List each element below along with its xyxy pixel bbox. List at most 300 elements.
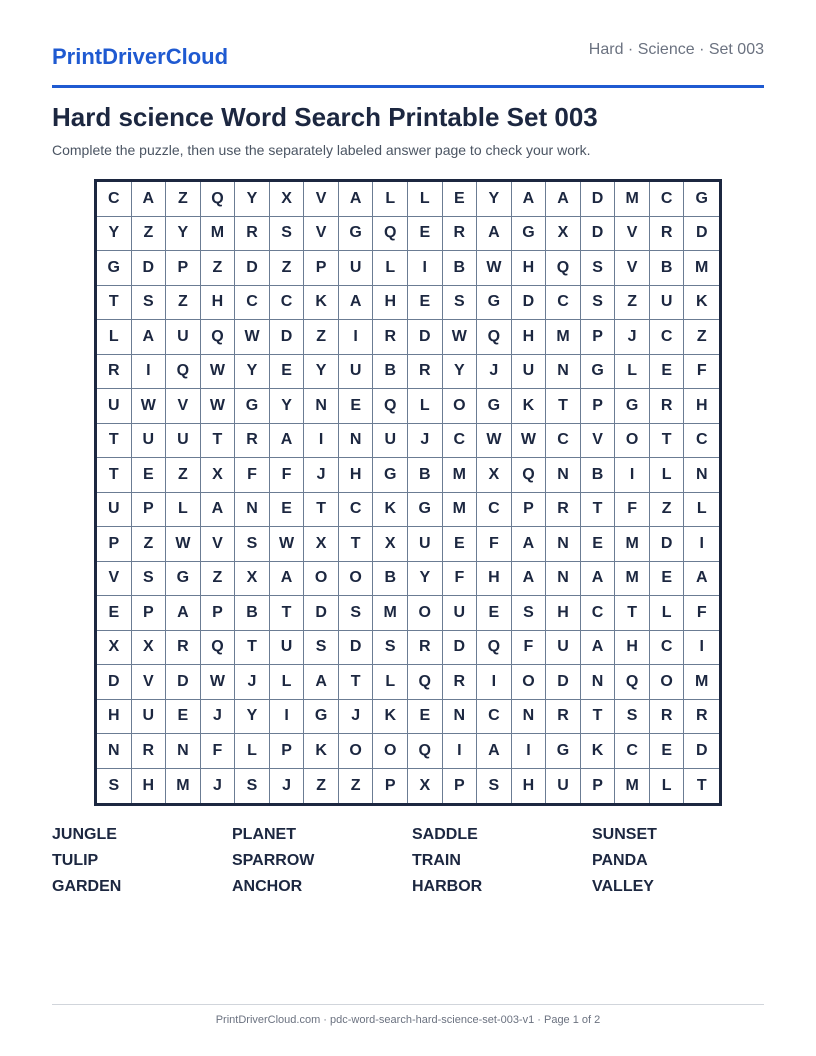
grid-cell[interactable]: J: [615, 320, 650, 355]
grid-cell[interactable]: C: [339, 493, 374, 528]
grid-cell[interactable]: L: [373, 665, 408, 700]
grid-cell[interactable]: D: [166, 665, 201, 700]
grid-cell[interactable]: R: [650, 389, 685, 424]
grid-cell[interactable]: A: [201, 493, 236, 528]
grid-cell[interactable]: D: [581, 182, 616, 217]
grid-cell[interactable]: U: [132, 424, 167, 459]
grid-cell[interactable]: P: [581, 320, 616, 355]
grid-cell[interactable]: X: [304, 527, 339, 562]
grid-cell[interactable]: S: [615, 700, 650, 735]
grid-cell[interactable]: U: [650, 286, 685, 321]
grid-cell[interactable]: N: [166, 734, 201, 769]
grid-cell[interactable]: K: [373, 493, 408, 528]
grid-cell[interactable]: I: [339, 320, 374, 355]
grid-cell[interactable]: P: [97, 527, 132, 562]
grid-cell[interactable]: A: [270, 562, 305, 597]
grid-cell[interactable]: P: [201, 596, 236, 631]
grid-cell[interactable]: Z: [132, 527, 167, 562]
grid-cell[interactable]: S: [477, 769, 512, 804]
grid-cell[interactable]: H: [477, 562, 512, 597]
grid-cell[interactable]: Z: [201, 251, 236, 286]
grid-cell[interactable]: M: [166, 769, 201, 804]
grid-cell[interactable]: F: [684, 355, 719, 390]
grid-cell[interactable]: L: [650, 596, 685, 631]
grid-cell[interactable]: Q: [201, 182, 236, 217]
grid-cell[interactable]: P: [443, 769, 478, 804]
grid-cell[interactable]: S: [339, 596, 374, 631]
grid-cell[interactable]: U: [97, 493, 132, 528]
grid-cell[interactable]: I: [132, 355, 167, 390]
grid-cell[interactable]: D: [132, 251, 167, 286]
grid-cell[interactable]: J: [201, 769, 236, 804]
grid-cell[interactable]: D: [650, 527, 685, 562]
grid-cell[interactable]: V: [615, 251, 650, 286]
grid-cell[interactable]: U: [546, 631, 581, 666]
grid-cell[interactable]: T: [615, 596, 650, 631]
grid-cell[interactable]: A: [339, 182, 374, 217]
grid-cell[interactable]: W: [201, 355, 236, 390]
grid-cell[interactable]: S: [235, 527, 270, 562]
grid-cell[interactable]: T: [270, 596, 305, 631]
grid-cell[interactable]: S: [270, 217, 305, 252]
grid-cell[interactable]: B: [235, 596, 270, 631]
grid-cell[interactable]: Q: [408, 734, 443, 769]
grid-cell[interactable]: E: [166, 700, 201, 735]
grid-cell[interactable]: R: [97, 355, 132, 390]
grid-cell[interactable]: L: [684, 493, 719, 528]
grid-cell[interactable]: A: [512, 182, 547, 217]
grid-cell[interactable]: X: [408, 769, 443, 804]
grid-cell[interactable]: U: [166, 320, 201, 355]
grid-cell[interactable]: H: [512, 251, 547, 286]
grid-cell[interactable]: F: [201, 734, 236, 769]
grid-cell[interactable]: K: [581, 734, 616, 769]
grid-cell[interactable]: S: [373, 631, 408, 666]
grid-cell[interactable]: R: [235, 424, 270, 459]
grid-cell[interactable]: E: [581, 527, 616, 562]
grid-cell[interactable]: C: [650, 320, 685, 355]
grid-cell[interactable]: H: [132, 769, 167, 804]
grid-cell[interactable]: T: [304, 493, 339, 528]
grid-cell[interactable]: Z: [132, 217, 167, 252]
grid-cell[interactable]: D: [581, 217, 616, 252]
grid-cell[interactable]: F: [615, 493, 650, 528]
grid-cell[interactable]: W: [132, 389, 167, 424]
grid-cell[interactable]: I: [304, 424, 339, 459]
grid-cell[interactable]: Y: [408, 562, 443, 597]
grid-cell[interactable]: U: [408, 527, 443, 562]
grid-cell[interactable]: D: [408, 320, 443, 355]
grid-cell[interactable]: Y: [477, 182, 512, 217]
grid-cell[interactable]: R: [546, 493, 581, 528]
grid-cell[interactable]: S: [132, 562, 167, 597]
grid-cell[interactable]: I: [615, 458, 650, 493]
grid-cell[interactable]: I: [684, 527, 719, 562]
grid-cell[interactable]: Y: [443, 355, 478, 390]
grid-cell[interactable]: F: [235, 458, 270, 493]
grid-cell[interactable]: N: [443, 700, 478, 735]
grid-cell[interactable]: X: [373, 527, 408, 562]
grid-cell[interactable]: P: [304, 251, 339, 286]
grid-cell[interactable]: W: [270, 527, 305, 562]
grid-cell[interactable]: U: [166, 424, 201, 459]
grid-cell[interactable]: F: [477, 527, 512, 562]
grid-cell[interactable]: W: [201, 665, 236, 700]
grid-cell[interactable]: L: [235, 734, 270, 769]
grid-cell[interactable]: L: [408, 389, 443, 424]
grid-cell[interactable]: G: [477, 389, 512, 424]
grid-cell[interactable]: E: [97, 596, 132, 631]
grid-cell[interactable]: L: [373, 182, 408, 217]
grid-cell[interactable]: K: [512, 389, 547, 424]
grid-cell[interactable]: X: [132, 631, 167, 666]
grid-cell[interactable]: M: [615, 182, 650, 217]
grid-cell[interactable]: T: [235, 631, 270, 666]
grid-cell[interactable]: Q: [373, 389, 408, 424]
grid-cell[interactable]: C: [97, 182, 132, 217]
grid-cell[interactable]: C: [581, 596, 616, 631]
grid-cell[interactable]: L: [408, 182, 443, 217]
grid-cell[interactable]: X: [270, 182, 305, 217]
grid-cell[interactable]: C: [684, 424, 719, 459]
grid-cell[interactable]: B: [650, 251, 685, 286]
grid-cell[interactable]: R: [684, 700, 719, 735]
grid-cell[interactable]: Q: [166, 355, 201, 390]
grid-cell[interactable]: C: [235, 286, 270, 321]
grid-cell[interactable]: L: [650, 769, 685, 804]
grid-cell[interactable]: B: [443, 251, 478, 286]
grid-cell[interactable]: T: [581, 700, 616, 735]
grid-cell[interactable]: V: [166, 389, 201, 424]
grid-cell[interactable]: D: [304, 596, 339, 631]
grid-cell[interactable]: N: [684, 458, 719, 493]
grid-cell[interactable]: N: [235, 493, 270, 528]
grid-cell[interactable]: X: [97, 631, 132, 666]
grid-cell[interactable]: C: [270, 286, 305, 321]
grid-cell[interactable]: U: [97, 389, 132, 424]
grid-cell[interactable]: X: [201, 458, 236, 493]
grid-cell[interactable]: T: [650, 424, 685, 459]
grid-cell[interactable]: E: [132, 458, 167, 493]
grid-cell[interactable]: N: [512, 700, 547, 735]
grid-cell[interactable]: P: [270, 734, 305, 769]
grid-cell[interactable]: C: [650, 631, 685, 666]
grid-cell[interactable]: I: [443, 734, 478, 769]
grid-cell[interactable]: Y: [166, 217, 201, 252]
grid-cell[interactable]: O: [339, 562, 374, 597]
grid-cell[interactable]: R: [443, 665, 478, 700]
grid-cell[interactable]: D: [339, 631, 374, 666]
grid-cell[interactable]: U: [546, 769, 581, 804]
grid-cell[interactable]: T: [581, 493, 616, 528]
grid-cell[interactable]: Q: [477, 320, 512, 355]
grid-cell[interactable]: Z: [166, 458, 201, 493]
grid-cell[interactable]: Y: [235, 700, 270, 735]
grid-cell[interactable]: M: [615, 527, 650, 562]
grid-cell[interactable]: Z: [166, 286, 201, 321]
grid-cell[interactable]: B: [581, 458, 616, 493]
grid-cell[interactable]: G: [477, 286, 512, 321]
grid-cell[interactable]: B: [373, 355, 408, 390]
grid-cell[interactable]: E: [650, 355, 685, 390]
grid-cell[interactable]: S: [443, 286, 478, 321]
grid-cell[interactable]: F: [684, 596, 719, 631]
grid-cell[interactable]: L: [97, 320, 132, 355]
grid-cell[interactable]: A: [477, 734, 512, 769]
grid-cell[interactable]: J: [339, 700, 374, 735]
grid-cell[interactable]: T: [97, 286, 132, 321]
grid-cell[interactable]: E: [270, 355, 305, 390]
grid-cell[interactable]: P: [581, 769, 616, 804]
grid-cell[interactable]: S: [581, 286, 616, 321]
grid-cell[interactable]: Y: [235, 182, 270, 217]
grid-cell[interactable]: B: [408, 458, 443, 493]
grid-cell[interactable]: V: [132, 665, 167, 700]
grid-cell[interactable]: G: [304, 700, 339, 735]
grid-cell[interactable]: Y: [270, 389, 305, 424]
grid-cell[interactable]: H: [512, 769, 547, 804]
grid-cell[interactable]: S: [97, 769, 132, 804]
grid-cell[interactable]: J: [304, 458, 339, 493]
grid-cell[interactable]: N: [546, 527, 581, 562]
grid-cell[interactable]: L: [166, 493, 201, 528]
grid-cell[interactable]: O: [339, 734, 374, 769]
grid-cell[interactable]: A: [512, 562, 547, 597]
grid-cell[interactable]: O: [650, 665, 685, 700]
grid-cell[interactable]: J: [201, 700, 236, 735]
grid-cell[interactable]: A: [339, 286, 374, 321]
grid-cell[interactable]: M: [615, 562, 650, 597]
grid-cell[interactable]: V: [581, 424, 616, 459]
grid-cell[interactable]: A: [304, 665, 339, 700]
grid-cell[interactable]: P: [132, 493, 167, 528]
brand-logo[interactable]: PrintDriverCloud: [52, 44, 229, 69]
grid-cell[interactable]: S: [512, 596, 547, 631]
grid-cell[interactable]: W: [512, 424, 547, 459]
grid-cell[interactable]: G: [684, 182, 719, 217]
grid-cell[interactable]: W: [477, 424, 512, 459]
grid-cell[interactable]: M: [615, 769, 650, 804]
grid-cell[interactable]: R: [132, 734, 167, 769]
grid-cell[interactable]: R: [166, 631, 201, 666]
grid-cell[interactable]: Z: [304, 320, 339, 355]
grid-cell[interactable]: G: [615, 389, 650, 424]
grid-cell[interactable]: E: [408, 217, 443, 252]
grid-cell[interactable]: X: [477, 458, 512, 493]
grid-cell[interactable]: F: [270, 458, 305, 493]
grid-cell[interactable]: C: [477, 700, 512, 735]
grid-cell[interactable]: Q: [512, 458, 547, 493]
grid-cell[interactable]: S: [304, 631, 339, 666]
grid-cell[interactable]: M: [443, 458, 478, 493]
grid-cell[interactable]: V: [201, 527, 236, 562]
grid-cell[interactable]: R: [650, 700, 685, 735]
grid-cell[interactable]: G: [546, 734, 581, 769]
grid-cell[interactable]: A: [477, 217, 512, 252]
grid-cell[interactable]: Q: [546, 251, 581, 286]
grid-cell[interactable]: L: [373, 251, 408, 286]
grid-cell[interactable]: V: [97, 562, 132, 597]
grid-cell[interactable]: H: [615, 631, 650, 666]
grid-cell[interactable]: M: [373, 596, 408, 631]
grid-cell[interactable]: J: [270, 769, 305, 804]
grid-cell[interactable]: A: [166, 596, 201, 631]
grid-cell[interactable]: G: [512, 217, 547, 252]
grid-cell[interactable]: X: [546, 217, 581, 252]
grid-cell[interactable]: V: [304, 217, 339, 252]
grid-cell[interactable]: T: [339, 665, 374, 700]
grid-cell[interactable]: A: [512, 527, 547, 562]
grid-cell[interactable]: Q: [615, 665, 650, 700]
grid-cell[interactable]: D: [684, 217, 719, 252]
grid-cell[interactable]: E: [650, 734, 685, 769]
grid-cell[interactable]: R: [408, 355, 443, 390]
grid-cell[interactable]: S: [235, 769, 270, 804]
grid-cell[interactable]: W: [443, 320, 478, 355]
grid-cell[interactable]: R: [373, 320, 408, 355]
grid-cell[interactable]: P: [166, 251, 201, 286]
grid-cell[interactable]: D: [443, 631, 478, 666]
grid-cell[interactable]: P: [132, 596, 167, 631]
grid-cell[interactable]: R: [235, 217, 270, 252]
grid-cell[interactable]: G: [166, 562, 201, 597]
grid-cell[interactable]: A: [132, 320, 167, 355]
grid-cell[interactable]: E: [443, 182, 478, 217]
grid-cell[interactable]: U: [339, 251, 374, 286]
grid-cell[interactable]: C: [546, 286, 581, 321]
grid-cell[interactable]: N: [339, 424, 374, 459]
grid-cell[interactable]: V: [304, 182, 339, 217]
grid-cell[interactable]: L: [270, 665, 305, 700]
grid-cell[interactable]: U: [512, 355, 547, 390]
grid-cell[interactable]: H: [97, 700, 132, 735]
grid-cell[interactable]: Q: [201, 320, 236, 355]
grid-cell[interactable]: E: [443, 527, 478, 562]
grid-cell[interactable]: E: [650, 562, 685, 597]
grid-cell[interactable]: M: [684, 665, 719, 700]
grid-cell[interactable]: D: [512, 286, 547, 321]
grid-cell[interactable]: G: [373, 458, 408, 493]
grid-cell[interactable]: K: [684, 286, 719, 321]
grid-cell[interactable]: J: [477, 355, 512, 390]
grid-cell[interactable]: M: [443, 493, 478, 528]
grid-cell[interactable]: G: [97, 251, 132, 286]
grid-cell[interactable]: P: [373, 769, 408, 804]
grid-cell[interactable]: G: [581, 355, 616, 390]
grid-cell[interactable]: N: [546, 355, 581, 390]
grid-cell[interactable]: R: [546, 700, 581, 735]
grid-cell[interactable]: A: [270, 424, 305, 459]
grid-cell[interactable]: D: [684, 734, 719, 769]
grid-cell[interactable]: A: [581, 631, 616, 666]
grid-cell[interactable]: Z: [684, 320, 719, 355]
grid-cell[interactable]: N: [304, 389, 339, 424]
grid-cell[interactable]: G: [339, 217, 374, 252]
grid-cell[interactable]: C: [443, 424, 478, 459]
grid-cell[interactable]: C: [650, 182, 685, 217]
grid-cell[interactable]: I: [512, 734, 547, 769]
grid-cell[interactable]: D: [97, 665, 132, 700]
grid-cell[interactable]: W: [477, 251, 512, 286]
grid-cell[interactable]: L: [615, 355, 650, 390]
grid-cell[interactable]: O: [512, 665, 547, 700]
grid-cell[interactable]: K: [304, 286, 339, 321]
grid-cell[interactable]: G: [408, 493, 443, 528]
grid-cell[interactable]: H: [684, 389, 719, 424]
grid-cell[interactable]: Y: [97, 217, 132, 252]
grid-cell[interactable]: Z: [166, 182, 201, 217]
grid-cell[interactable]: U: [443, 596, 478, 631]
grid-cell[interactable]: O: [304, 562, 339, 597]
grid-cell[interactable]: A: [132, 182, 167, 217]
grid-cell[interactable]: Z: [270, 251, 305, 286]
grid-cell[interactable]: W: [201, 389, 236, 424]
grid-cell[interactable]: E: [477, 596, 512, 631]
grid-cell[interactable]: R: [650, 217, 685, 252]
grid-cell[interactable]: M: [546, 320, 581, 355]
grid-cell[interactable]: E: [339, 389, 374, 424]
grid-cell[interactable]: E: [270, 493, 305, 528]
grid-cell[interactable]: K: [373, 700, 408, 735]
grid-cell[interactable]: Q: [373, 217, 408, 252]
grid-cell[interactable]: O: [615, 424, 650, 459]
grid-cell[interactable]: I: [477, 665, 512, 700]
grid-cell[interactable]: K: [304, 734, 339, 769]
grid-cell[interactable]: Z: [615, 286, 650, 321]
grid-cell[interactable]: Y: [304, 355, 339, 390]
grid-cell[interactable]: U: [373, 424, 408, 459]
grid-cell[interactable]: Z: [201, 562, 236, 597]
grid-cell[interactable]: G: [235, 389, 270, 424]
grid-cell[interactable]: D: [235, 251, 270, 286]
grid-cell[interactable]: Z: [304, 769, 339, 804]
grid-cell[interactable]: X: [235, 562, 270, 597]
grid-cell[interactable]: A: [684, 562, 719, 597]
grid-cell[interactable]: L: [650, 458, 685, 493]
grid-cell[interactable]: R: [408, 631, 443, 666]
grid-cell[interactable]: Q: [201, 631, 236, 666]
grid-cell[interactable]: W: [166, 527, 201, 562]
grid-cell[interactable]: S: [132, 286, 167, 321]
grid-cell[interactable]: D: [546, 665, 581, 700]
grid-cell[interactable]: H: [546, 596, 581, 631]
grid-cell[interactable]: I: [408, 251, 443, 286]
grid-cell[interactable]: Q: [477, 631, 512, 666]
grid-cell[interactable]: I: [270, 700, 305, 735]
grid-cell[interactable]: T: [696, 776, 707, 794]
grid-cell[interactable]: E: [408, 700, 443, 735]
grid-cell[interactable]: B: [373, 562, 408, 597]
grid-cell[interactable]: A: [546, 182, 581, 217]
grid-cell[interactable]: D: [270, 320, 305, 355]
grid-cell[interactable]: E: [408, 286, 443, 321]
grid-cell[interactable]: Z: [339, 769, 374, 804]
grid-cell[interactable]: Y: [235, 355, 270, 390]
grid-cell[interactable]: M: [201, 217, 236, 252]
grid-cell[interactable]: V: [615, 217, 650, 252]
grid-cell[interactable]: A: [581, 562, 616, 597]
grid-cell[interactable]: F: [512, 631, 547, 666]
grid-cell[interactable]: F: [443, 562, 478, 597]
grid-cell[interactable]: U: [339, 355, 374, 390]
grid-cell[interactable]: N: [546, 562, 581, 597]
grid-cell[interactable]: O: [373, 734, 408, 769]
grid-cell[interactable]: C: [477, 493, 512, 528]
grid-cell[interactable]: T: [97, 424, 132, 459]
grid-cell[interactable]: N: [546, 458, 581, 493]
grid-cell[interactable]: N: [581, 665, 616, 700]
grid-cell[interactable]: H: [201, 286, 236, 321]
